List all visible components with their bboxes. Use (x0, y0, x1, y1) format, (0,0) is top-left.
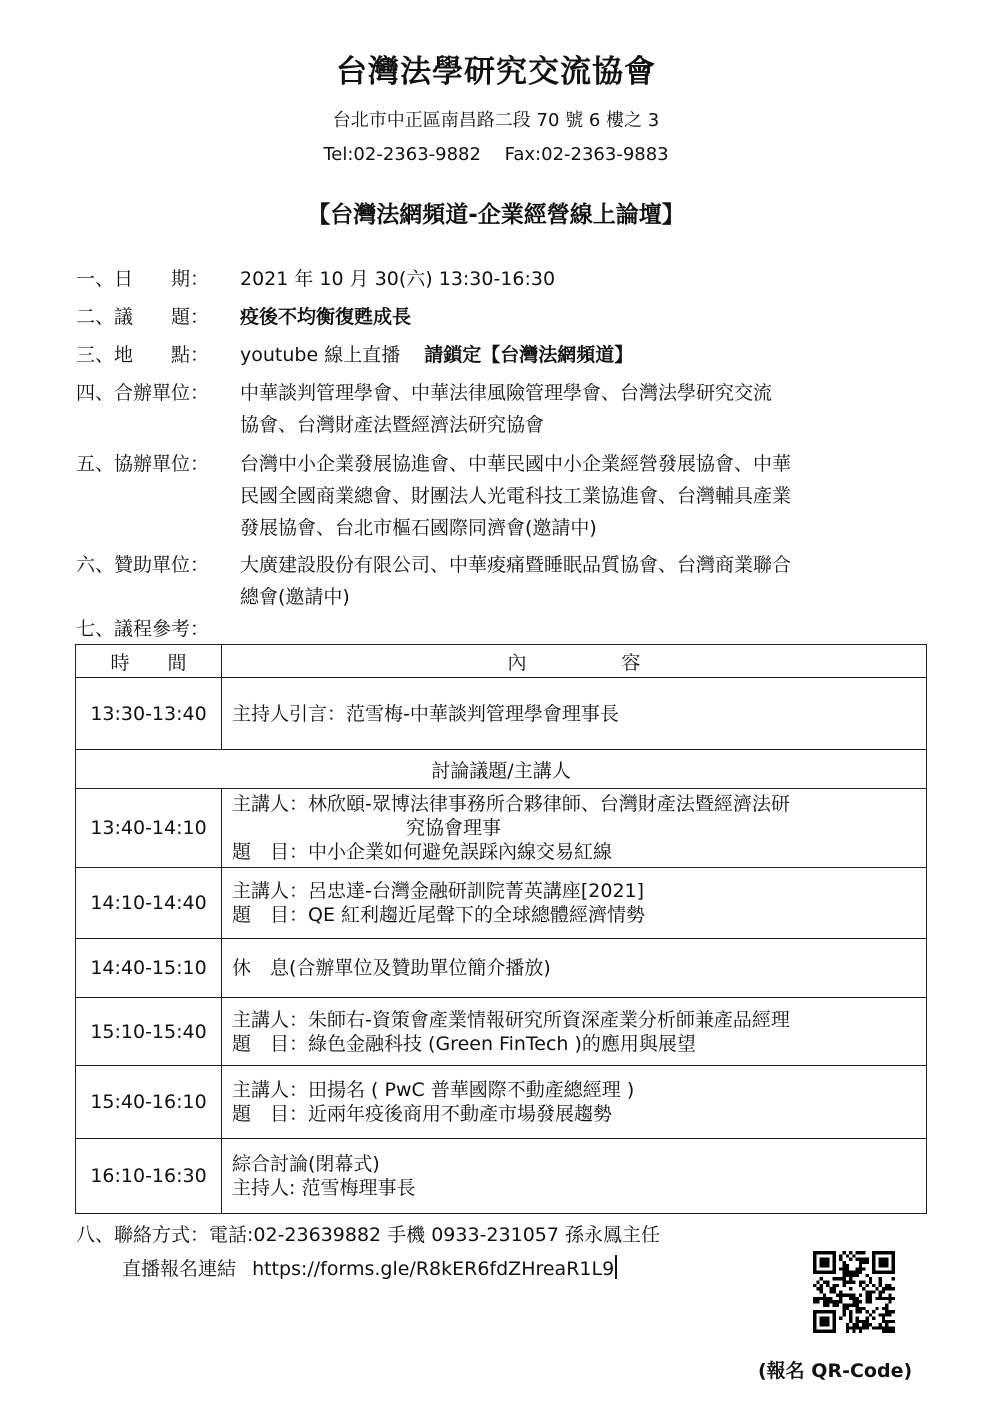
sponsors-line: 大廣建設股份有限公司、中華痠痛暨睡眠品質協會、台灣商業聯合 (240, 554, 792, 576)
item-venue-value (240, 339, 633, 371)
item-co-organizers-value (240, 448, 791, 544)
co-organizers-line: 發展協會、台北市樞石國際同濟會(邀請中) (240, 517, 597, 539)
text-cursor (615, 1255, 617, 1279)
agenda-desc-line: 主講人：朱師右-資策會產業情報研究所資深產業分析師兼產品經理 (232, 1008, 790, 1031)
organizers-line: 中華談判管理學會、中華法律風險管理學會、台灣法學研究交流 (240, 382, 773, 404)
registration-link-label: 直播報名連結 (122, 1258, 237, 1280)
agenda-time: 16:10-16:30 (76, 1139, 222, 1214)
agenda-desc (222, 1139, 927, 1214)
item-topic-label: 二、議 題： (76, 306, 210, 328)
table-row (76, 868, 927, 939)
item-sponsors-label: 六、贊助單位： (76, 554, 210, 576)
item-topic-value: 疫後不均衡復甦成長 (240, 306, 412, 328)
agenda-desc-line: 主講人：呂忠達-台灣金融研訓院菁英講座[2021] (232, 880, 645, 902)
item-sponsors-value (240, 549, 791, 613)
agenda-desc-line: 究協會理事 (406, 817, 502, 839)
co-organizers-line: 民國全國商業總會、財團法人光電科技工業協進會、台灣輔具產業 (240, 485, 792, 507)
agenda-subheader-row (76, 750, 927, 789)
venue-channel-note: 請鎖定【台灣法網頻道】 (424, 344, 634, 366)
agenda-time: 15:40-16:10 (76, 1066, 222, 1139)
table-row (76, 939, 927, 998)
item-venue-label: 三、地 點： (76, 344, 210, 366)
item-date-label: 一、日 期： (76, 268, 210, 290)
item-sponsors (76, 549, 236, 581)
sponsors-line: 總會(邀請中) (240, 586, 350, 608)
table-row (76, 678, 927, 750)
venue-platform: youtube 線上直播 (240, 344, 401, 366)
item-agenda-label: 七、議程參考： (76, 618, 210, 640)
agenda-desc-line: 主持人引言：范雪梅-中華談判管理學會理事長 (232, 702, 619, 725)
agenda-subheader: 討論議題/主講人 (76, 750, 927, 789)
contact-info: 八、聯絡方式：電話:02-23639882 手機 0933-231057 孫永鳳主任 (76, 1224, 661, 1246)
agenda-desc-line: 題 目：QE 紅利趨近尾聲下的全球總體經濟情勢 (232, 904, 646, 926)
table-row (76, 1066, 927, 1139)
agenda-desc (222, 789, 927, 868)
agenda-desc (222, 678, 927, 750)
agenda-desc-line: 主持人: 范雪梅理事長 (232, 1177, 416, 1199)
table-row (76, 1139, 927, 1214)
organizers-line: 協會、台灣財產法暨經濟法研究協會 (240, 414, 545, 436)
agenda-time: 14:40-15:10 (76, 939, 222, 998)
agenda-time: 15:10-15:40 (76, 998, 222, 1066)
agenda-desc-line: 綜合討論(閉幕式) (232, 1153, 380, 1175)
agenda-desc-line: 題 目：中小企業如何避免誤踩內線交易紅線 (232, 841, 613, 863)
registration-link[interactable]: https://forms.gle/R8kER6fdZHreaR1L9 (252, 1258, 615, 1280)
agenda-time: 13:30-13:40 (76, 678, 222, 750)
agenda-desc-line: 主講人：林欣頤-眾博法律事務所合夥律師、台灣財產法暨經濟法研 (232, 793, 790, 815)
item-venue (76, 339, 236, 371)
item-topic (76, 301, 236, 333)
org-name: 台灣法學研究交流協會 (336, 54, 656, 90)
agenda-desc-line: 休 息(合辦單位及贊助單位簡介播放) (232, 957, 551, 979)
qr-code-icon[interactable] (813, 1251, 895, 1333)
agenda-desc (222, 998, 927, 1066)
agenda-table (75, 644, 927, 1214)
agenda-desc-line: 主講人：田揚名 ( PwC 普華國際不動產總經理 ) (232, 1079, 635, 1101)
agenda-desc (222, 868, 927, 939)
agenda-desc (222, 939, 927, 998)
item-organizers (76, 377, 236, 409)
event-title: 【台灣法網頻道-企業經營線上論壇】 (307, 202, 685, 228)
agenda-col-time: 時 間 (76, 645, 222, 678)
agenda-col-content: 內 容 (222, 645, 927, 678)
registration-link-line (122, 1254, 617, 1281)
agenda-time: 13:40-14:10 (76, 789, 222, 868)
agenda-desc-line: 題 目：綠色金融科技 (Green FinTech )的應用與展望 (232, 1032, 696, 1055)
org-address: 台北市中正區南昌路二段 70 號 6 樓之 3 (332, 110, 660, 131)
org-phone-fax: Tel:02-2363-9882 Fax:02-2363-9883 (323, 144, 669, 165)
table-row (76, 789, 927, 868)
co-organizers-line: 台灣中小企業發展協進會、中華民國中小企業經營發展協會、中華 (240, 453, 792, 475)
item-co-organizers (76, 448, 236, 480)
agenda-header-row (76, 645, 927, 678)
agenda-desc (222, 1066, 927, 1139)
agenda-time: 14:10-14:40 (76, 868, 222, 939)
item-date (76, 263, 236, 295)
item-organizers-value (240, 377, 772, 441)
item-organizers-label: 四、合辦單位： (76, 382, 210, 404)
item-date-value: 2021 年 10 月 30(六) 13:30-16:30 (240, 268, 556, 290)
qr-caption: (報名 QR-Code) (758, 1360, 913, 1382)
item-co-organizers-label: 五、協辦單位： (76, 453, 210, 475)
table-row (76, 998, 927, 1066)
agenda-desc-line: 題 目：近兩年疫後商用不動產市場發展趨勢 (232, 1103, 613, 1125)
